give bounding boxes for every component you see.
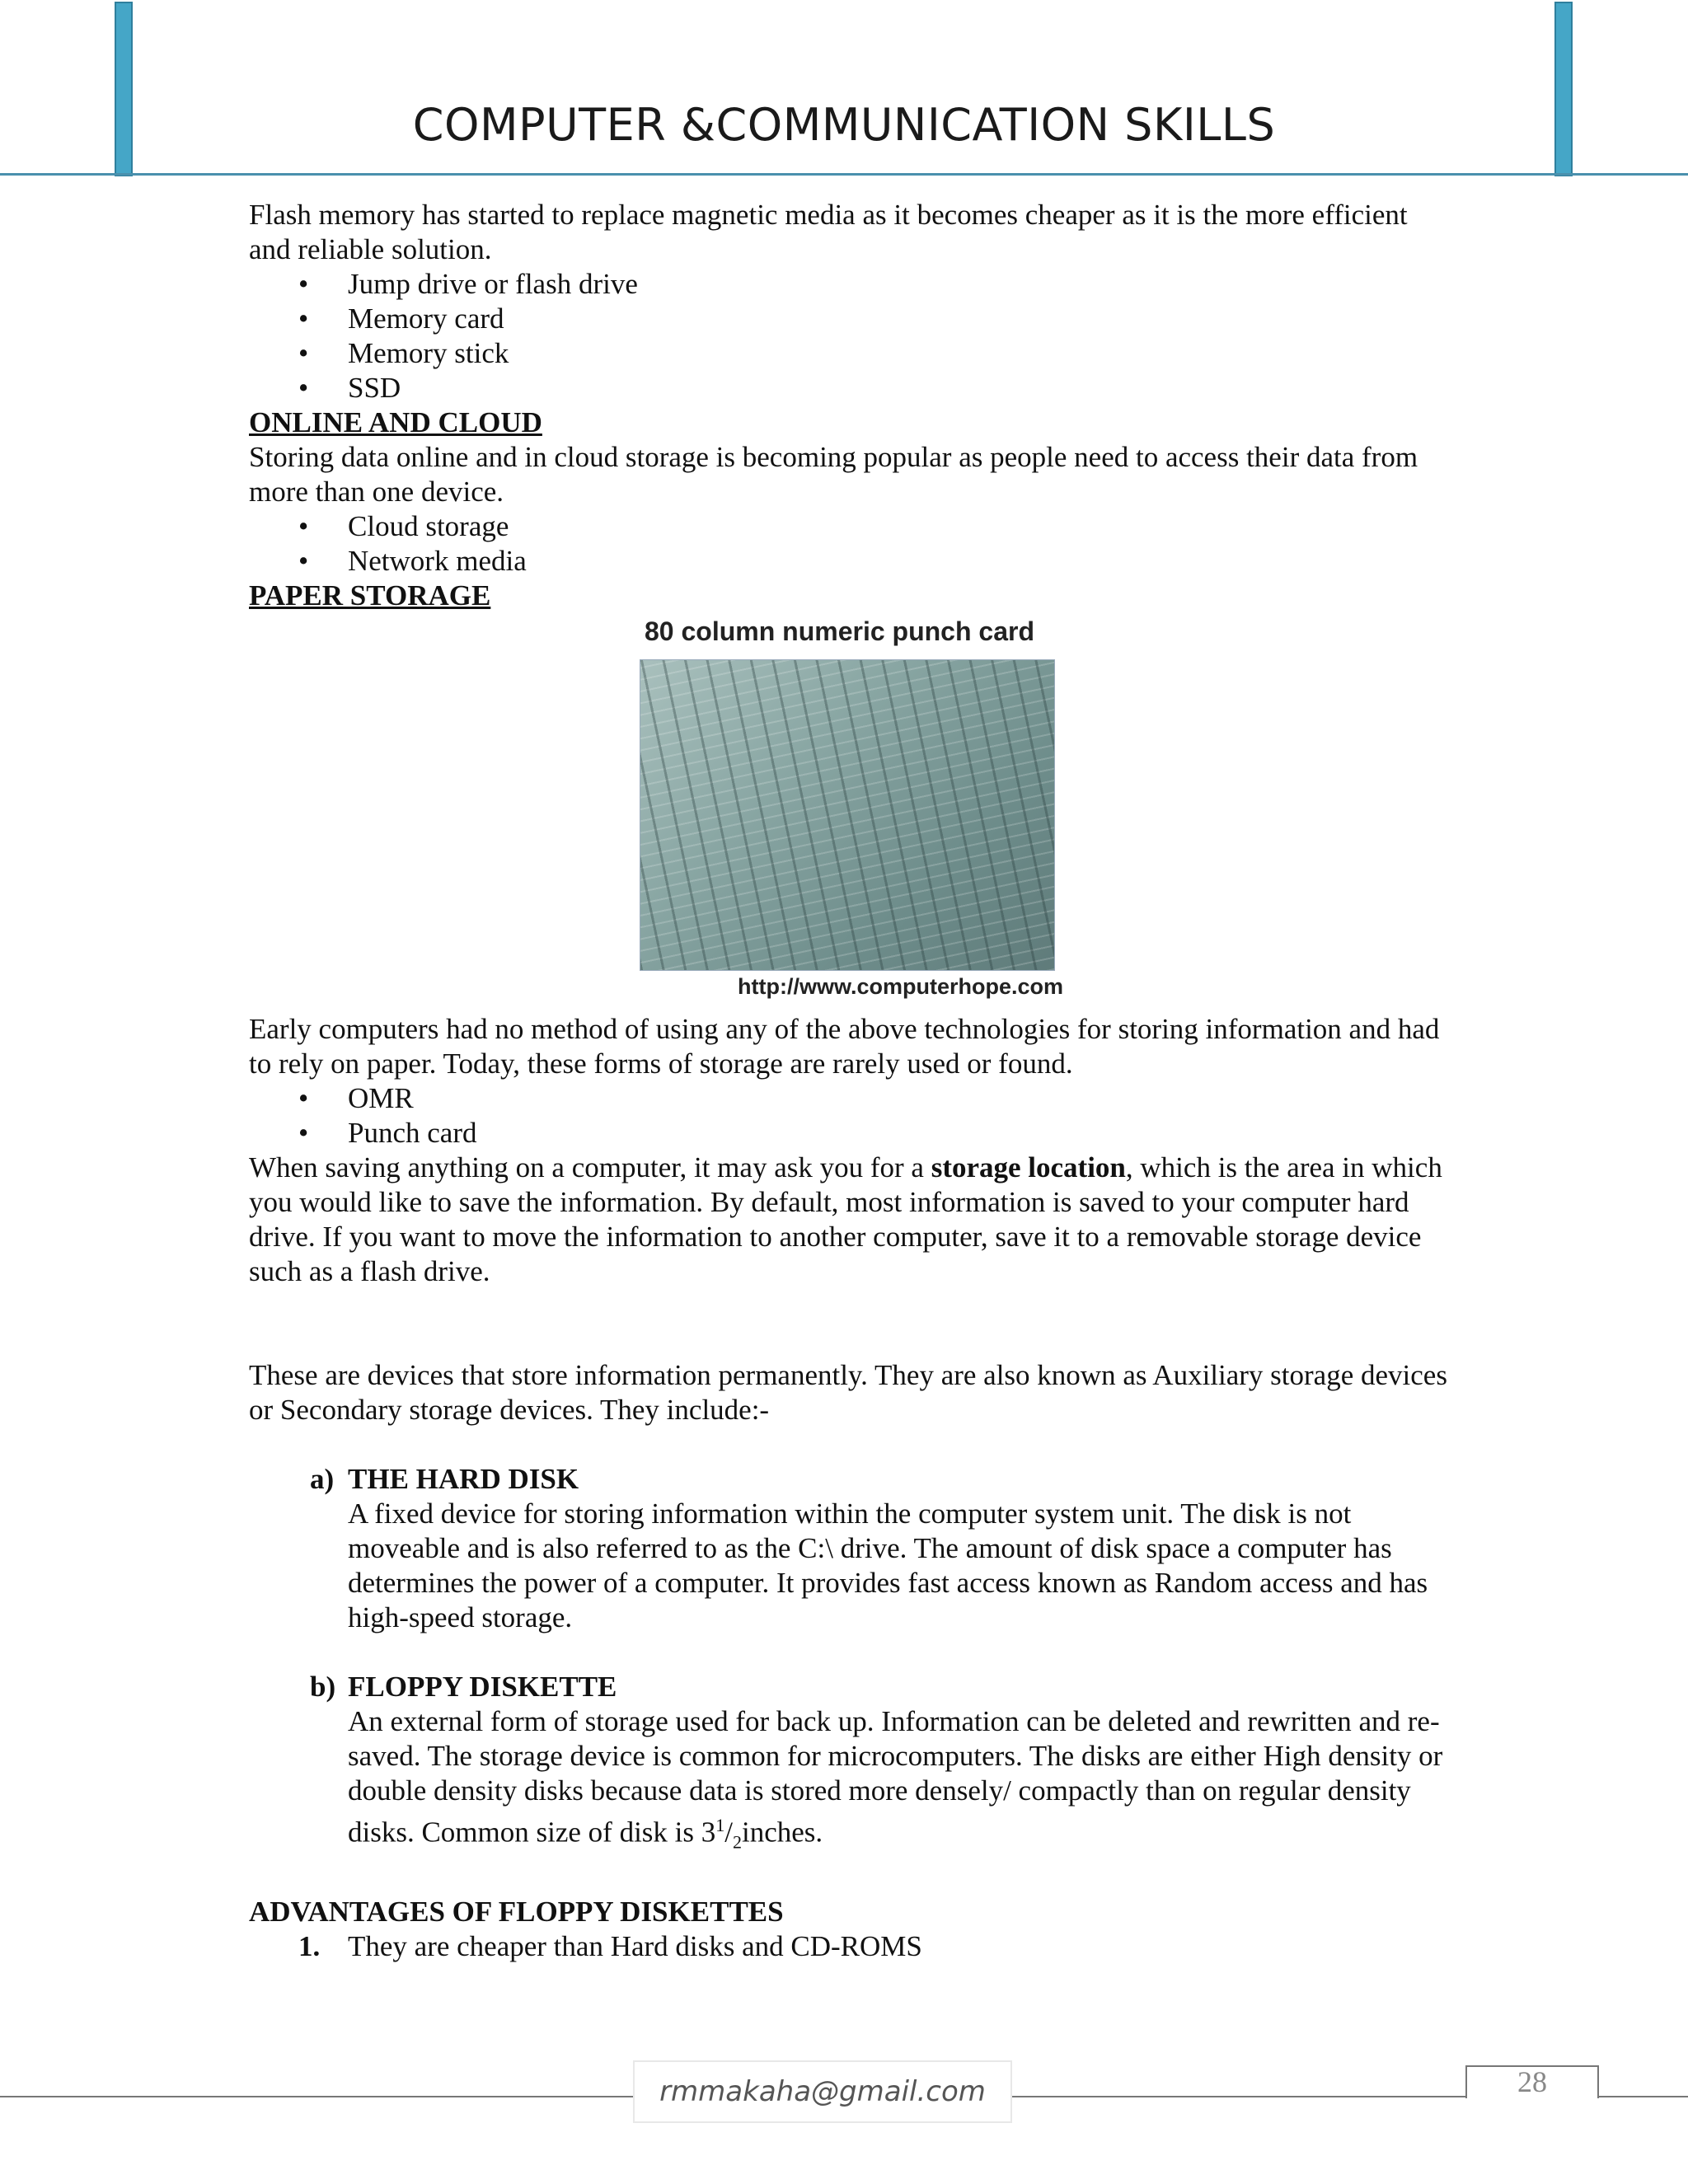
list-item: • Punch card: [249, 1116, 1452, 1151]
floppy-text-before: An external form of storage used for back up. Information can be deleted and rewritten and re-saved. The storage device is common for microcomputers. The disks are either High density or double density disks because data is stored more densely/ compactly than on regular density disks. Common size of disk is 3: [348, 1705, 1443, 1849]
storage-location-term: storage location: [931, 1151, 1126, 1183]
advantage-text: They are cheaper than Hard disks and CD-ROMS: [348, 1929, 922, 1962]
paper-list: [249, 1081, 1452, 1151]
figure-caption-bottom: http://www.computerhope.com: [738, 974, 1063, 999]
hard-disk-text: A fixed device for storing information within the computer system unit. The disk is not moveable and is also referred to as the C:\ drive. The amount of disk space a computer has determines the power of a computer. It provides fast access known as Random access and has high-speed storage.: [348, 1497, 1428, 1633]
floppy-label: b): [310, 1671, 336, 1703]
floppy-text: [249, 1704, 1452, 1860]
paper-intro: Early computers had no method of using any of the above technologies for storing information and had to rely on paper. Today, these forms of storage are rarely used or found.: [249, 1013, 1440, 1080]
advantages-heading: ADVANTAGES OF FLOPPY DISKETTES: [249, 1895, 784, 1928]
punch-card-photo: [640, 659, 1055, 971]
saving-text-after: , which is the area in which you would like to save the information. By default, most information is saved to your computer hard drive. If you want to move the information to another computer, save it to a removable storage device such as a flash drive.: [249, 1151, 1442, 1287]
footer-rule-middle: [1012, 2096, 1465, 2097]
online-list: [249, 509, 1452, 579]
header-rule: [0, 173, 1688, 176]
footer-rule-right: [1599, 2096, 1688, 2097]
online-intro: Storing data online and in cloud storage is becoming popular as people need to access their data from more than one device.: [249, 441, 1418, 508]
fraction-denominator: 2: [733, 1831, 743, 1853]
permanent-intro: These are devices that store information permanently. They are also known as Auxiliary storage devices or Secondary storage devices. They include:-: [249, 1359, 1447, 1426]
footer-rule-left: [0, 2096, 633, 2097]
fraction-slash: /: [724, 1816, 734, 1849]
flash-intro: Flash memory has started to replace magnetic media as it becomes cheaper as it is the more efficient and reliable solution.: [249, 199, 1408, 265]
saving-paragraph: [249, 1151, 1452, 1289]
hard-disk-label: a): [310, 1463, 335, 1495]
list-item: • Cloud storage: [249, 509, 1452, 544]
figure-caption-top: 80 column numeric punch card: [645, 616, 1034, 646]
hard-disk-title: THE HARD DISK: [348, 1463, 579, 1495]
paper-heading: PAPER STORAGE: [249, 579, 491, 612]
spacer: [249, 1635, 1452, 1670]
floppy-text-after: inches.: [742, 1816, 823, 1849]
page-header-title: COMPUTER &COMMUNICATION SKILLS: [412, 99, 1276, 151]
fraction-numerator: 1: [715, 1815, 725, 1835]
hard-disk-heading: [249, 1462, 1452, 1497]
list-item: • Network media: [249, 544, 1452, 579]
advantage-number: 1.: [298, 1929, 321, 1962]
online-heading: ONLINE AND CLOUD: [249, 406, 542, 438]
floppy-title: FLOPPY DISKETTE: [348, 1671, 617, 1703]
spacer: [249, 1860, 1452, 1895]
saving-text-before: When saving anything on a computer, it may ask you for a: [249, 1151, 931, 1183]
list-item: • SSD: [249, 371, 1452, 405]
flash-list: [249, 267, 1452, 405]
spacer: [249, 1427, 1452, 1462]
floppy-heading: [249, 1670, 1452, 1704]
page-number: 28: [1465, 2065, 1599, 2098]
advantage-item: [249, 1929, 1452, 1964]
punch-card-figure: [635, 616, 1063, 1004]
footer-email: rmmakaha@gmail.com: [633, 2060, 1012, 2123]
list-item: • Jump drive or flash drive: [249, 267, 1452, 302]
spacer: [249, 1289, 1452, 1358]
content-top: [249, 198, 1452, 613]
list-item: • OMR: [249, 1081, 1452, 1116]
content-bottom: [249, 1012, 1452, 1964]
list-item: • Memory stick: [249, 336, 1452, 371]
list-item: • Memory card: [249, 302, 1452, 336]
